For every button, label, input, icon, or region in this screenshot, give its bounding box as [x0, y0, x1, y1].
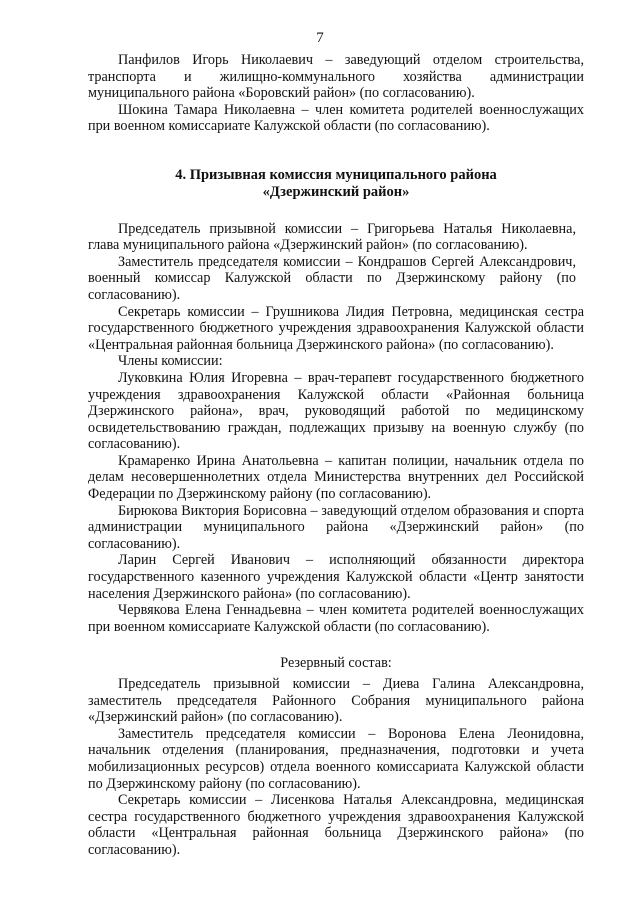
- reserve-paragraph: Председатель призывной комиссии – Диева Галина Александровна, заместитель председателя Районного Собрания муниципального района «Дзержинский район» (по согласованию).: [88, 676, 584, 726]
- intro-paragraph: Панфилов Игорь Николаевич – заведующий отделом строительства, транспорта и жилищно-коммунального хозяйства администрации муниципального района «Боровский район» (по согласованию).: [88, 52, 584, 102]
- reserve-paragraph: Заместитель председателя комиссии – Воронова Елена Леонидовна, начальник отделения (планирования, предназначения, подготовки и учета мобилизационных ресурсов) отдела военного комиссариата Калужской области по Дзержинскому району (по согласованию).: [88, 725, 584, 792]
- member-paragraph: Червякова Елена Геннадьевна – член комитета родителей военнослужащих при военном комиссариате Калужской области (по согласованию).: [88, 602, 584, 635]
- secretary-paragraph: Секретарь комиссии – Грушникова Лидия Петровна, медицинская сестра государственного бюджетного учреждения здравоохранения Калужской области «Центральная районная больница Дзержинского района» (по согласованию).: [88, 303, 584, 353]
- member-paragraph: Крамаренко Ирина Анатольевна – капитан полиции, начальник отдела по делам несовершеннолетних отдела Министерства внутренних дел Российской Федерации по Дзержинскому району (по согласованию).: [88, 452, 584, 503]
- section-title-line: «Дзержинский район»: [262, 183, 410, 200]
- member-paragraph: Бирюкова Виктория Борисовна – заведующий отделом образования и спорта администрации муниципального района «Дзержинский район» (по согласованию).: [88, 502, 584, 552]
- reserve-paragraph: Секретарь комиссии – Лисенкова Наталья Александровна, медицинская сестра государственного бюджетного учреждения здравоохранения Калужской области «Центральная районная больница Дзержинского района» (по согласованию).: [88, 792, 584, 858]
- members-label: Члены комиссии:: [118, 353, 223, 370]
- intro-paragraph: Шокина Тамара Николаевна – член комитета родителей военнослужащих при военном комиссариате Калужской области (по согласованию).: [88, 101, 584, 135]
- chair-paragraph: Председатель призывной комиссии – Григорьева Наталья Николаевна, глава муниципального района «Дзержинский район» (по согласованию).: [88, 220, 576, 254]
- member-paragraph: Ларин Сергей Иванович – исполняющий обязанности директора государственного казенного учреждения Калужской области «Центр занятости населения Дзержинского района» (по согласованию).: [88, 552, 584, 602]
- member-paragraph: Луковкина Юлия Игоревна – врач-терапевт государственного бюджетного учреждения здравоохранения Калужской области «Районная больница Дзержинского района», врач, руководящий работой по медицинскому освидетельствованию граждан, подлежащих призыву на военную службу (по согласованию).: [88, 369, 584, 453]
- page-number: 7: [316, 30, 324, 46]
- section-title-line: 4. Призывная комиссия муниципального района: [175, 166, 497, 183]
- reserve-title: Резервный состав:: [280, 655, 392, 672]
- section-title: [88, 167, 584, 201]
- deputy-paragraph: Заместитель председателя комиссии – Кондрашов Сергей Александрович, военный комиссар Калужской области по Дзержинскому району (по согласованию).: [88, 253, 576, 303]
- document-body: [88, 52, 584, 859]
